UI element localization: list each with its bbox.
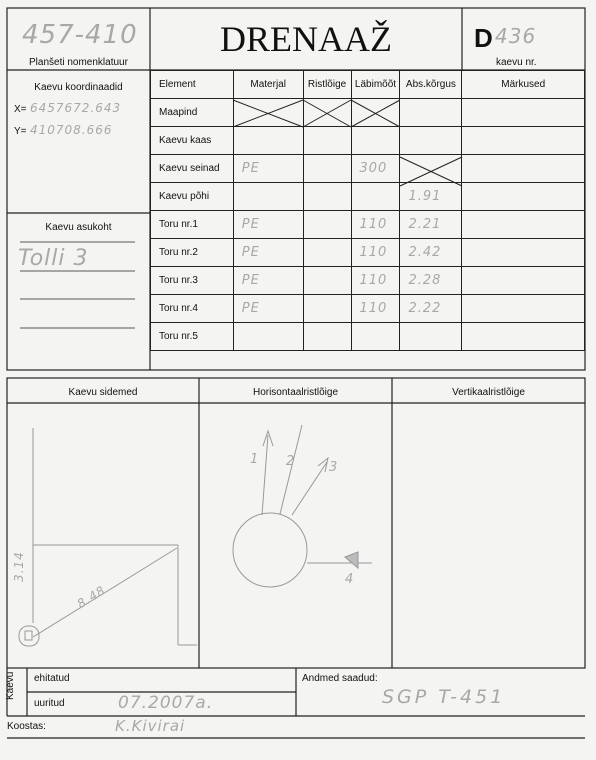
table-cell-height (400, 155, 462, 183)
header-notes: Märkused (462, 71, 585, 99)
vertical-section-title: Vertikaalristlõige (452, 387, 525, 398)
horizontal-section-title: Horisontaalristlõige (252, 387, 339, 398)
table-cell-height: 2.22 (400, 295, 462, 323)
table-cell-element: Kaevu kaas (151, 127, 234, 155)
table-cell-diameter (351, 127, 400, 155)
table-cell-section (303, 127, 351, 155)
table-cell-height (400, 127, 462, 155)
page-title: DRENAAŽ (220, 19, 392, 59)
surveyed-label: uuritud (34, 698, 65, 709)
table-cell-element: Maapind (151, 99, 234, 127)
table-cell-height: 1.91 (400, 183, 462, 211)
table-cell-element: Toru nr.4 (151, 295, 234, 323)
table-cell-material: PE (233, 155, 303, 183)
table-cell-section (303, 183, 351, 211)
table-cell-section (303, 211, 351, 239)
pipe-label-1: 1 (250, 452, 260, 467)
location-value: Tolli 3 (18, 246, 89, 271)
table-row (151, 211, 585, 239)
table-cell-material: PE (233, 239, 303, 267)
well-elements-table (150, 70, 585, 351)
table-cell-section (303, 239, 351, 267)
table-cell-material (233, 99, 303, 127)
table-cell-element: Kaevu põhi (151, 183, 234, 211)
table-row (151, 239, 585, 267)
table-row (151, 127, 585, 155)
table-row (151, 155, 585, 183)
table-cell-notes (462, 295, 585, 323)
well-prefix: D (474, 23, 493, 53)
data-source-label: Andmed saadud: (302, 673, 378, 684)
pipe-label-3: 3 (329, 460, 339, 475)
nomenclature-value: 457-410 (22, 20, 138, 50)
table-cell-element: Toru nr.2 (151, 239, 234, 267)
coordinates-title: Kaevu koordinaadid (34, 82, 123, 93)
x-value: 6457672.643 (30, 101, 122, 115)
nomenclature-label: Planšeti nomenklatuur (29, 57, 128, 68)
table-cell-notes (462, 211, 585, 239)
table-cell-notes (462, 99, 585, 127)
pipe-label-2: 2 (286, 454, 296, 469)
table-cell-section (303, 267, 351, 295)
table-cell-diameter: 300 (351, 155, 400, 183)
table-cell-diameter (351, 99, 400, 127)
table-cell-element: Toru nr.5 (151, 323, 234, 351)
table-cell-section (303, 99, 351, 127)
table-cell-height (400, 323, 462, 351)
table-cell-material (233, 323, 303, 351)
table-cell-diameter (351, 183, 400, 211)
table-cell-section (303, 295, 351, 323)
table-row (151, 267, 585, 295)
y-value: 410708.666 (30, 123, 113, 137)
table-cell-material: PE (233, 267, 303, 295)
table-cell-height: 2.28 (400, 267, 462, 295)
table-cell-diameter: 110 (351, 295, 400, 323)
table-cell-diameter: 110 (351, 239, 400, 267)
y-label: Y= (14, 126, 27, 137)
author-value: K.Kivirai (115, 717, 186, 735)
well-number-label: kaevu nr. (496, 57, 537, 68)
table-cell-section (303, 155, 351, 183)
table-cell-notes (462, 239, 585, 267)
table-cell-material: PE (233, 211, 303, 239)
table-cell-notes (462, 267, 585, 295)
table-cell-material: PE (233, 295, 303, 323)
table-cell-diameter (351, 323, 400, 351)
distance-b: 8.48 (74, 582, 109, 612)
table-row (151, 99, 585, 127)
horizontal-sketch (233, 425, 372, 587)
table-cell-notes (462, 323, 585, 351)
table-cell-notes (462, 127, 585, 155)
surveyed-date: 07.2007a. (118, 693, 214, 713)
pipe-label-4: 4 (345, 572, 355, 587)
table-cell-section (303, 323, 351, 351)
table-header-row (151, 71, 585, 99)
table-cell-height (400, 99, 462, 127)
table-cell-element: Toru nr.3 (151, 267, 234, 295)
table-row (151, 323, 585, 351)
ties-title: Kaevu sidemed (68, 387, 138, 398)
x-label: X= (14, 104, 27, 115)
table-cell-element: Kaevu seinad (151, 155, 234, 183)
header-material: Materjal (233, 71, 303, 99)
built-label: ehitatud (34, 673, 70, 684)
data-source-value: SGP T-451 (382, 686, 506, 708)
table-cell-material (233, 127, 303, 155)
location-title: Kaevu asukoht (45, 222, 112, 233)
footer-side-label: Kaevu (5, 671, 16, 700)
well-number: 436 (495, 24, 537, 48)
ties-sketch (19, 428, 197, 646)
table-cell-material (233, 183, 303, 211)
table-row (151, 183, 585, 211)
table-cell-height: 2.21 (400, 211, 462, 239)
header-height: Abs.kõrgus (400, 71, 462, 99)
distance-a: 3.14 (12, 551, 26, 582)
table-cell-notes (462, 183, 585, 211)
table-cell-notes (462, 155, 585, 183)
table-row (151, 295, 585, 323)
header-section: Ristlõige (303, 71, 351, 99)
table-cell-height: 2.42 (400, 239, 462, 267)
header-diameter: Läbimõõt (351, 71, 400, 99)
table-cell-diameter: 110 (351, 211, 400, 239)
author-label: Koostas: (7, 721, 46, 732)
header-element: Element (151, 71, 234, 99)
table-cell-diameter: 110 (351, 267, 400, 295)
table-cell-element: Toru nr.1 (151, 211, 234, 239)
